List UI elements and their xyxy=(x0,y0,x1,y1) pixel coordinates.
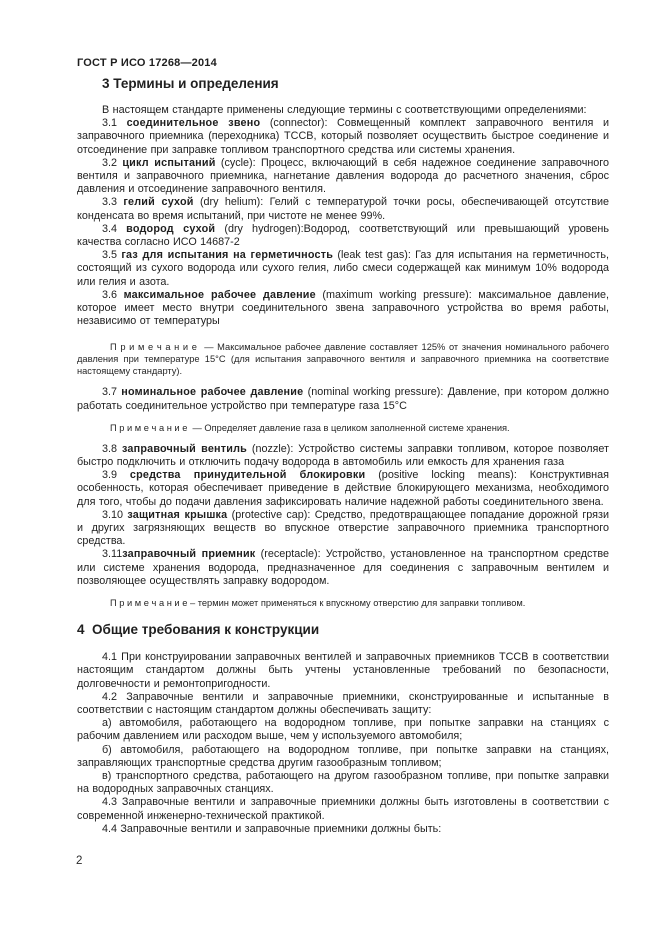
note-nominal-working-pressure: П р и м е ч а н и е — Определяет давление газа в целиком заполненной системе хранения. xyxy=(110,422,510,433)
term-nominal-working-pressure-paragraph: 3.7 номинальное рабочее давление (nominal working pressure): Давление, при котором должно работать соединительное устройство при температуре газа 15°С xyxy=(77,386,609,412)
clause-4-2-paragraph: 4.2 Заправочные вентили и заправочные приемники, сконструированные и испытанные в соответствии с настоящим стандартом должны обеспечивать защиту: xyxy=(77,690,609,716)
running-header: ГОСТ Р ИСО 17268—2014 xyxy=(77,57,217,69)
term-positive-locking-means-paragraph: 3.9 средства принудительной блокировки (positive locking means): Конструктивная особенность, которая обеспечивает приведение в действие блокирующего механизма, необходимого для того, чтобы до подачи давления зафиксировать наличие надежной работы соединительного звена. xyxy=(77,469,609,508)
term-leak-test-gas-paragraph: 3.5 газ для испытания на герметичность (leak test gas): Газ для испытания на герметичность, состоящий из сухого водорода или сухого гелия, либо смеси содержащей как минимум 10% водорода или гелия и азота. xyxy=(77,249,609,288)
term-connector-paragraph: 3.1 соединительное звено (connector): Совмещенный комплект заправочного вентиля и заправочного приемника (переходника) ТССВ, который позволяет осуществить быстрое соединение и отсоединение при заправке топливом транспортного средства или системы хранения. xyxy=(77,117,609,156)
section-4-heading: 4 Общие требования к конструкции xyxy=(77,622,320,638)
clause-4-4-paragraph: 4.4 Заправочные вентили и заправочные приемники должны быть: xyxy=(102,822,442,835)
terms-intro-paragraph: В настоящем стандарте применены следующие термины с соответствующими определениями: xyxy=(102,104,587,116)
term-dry-helium-paragraph: 3.3 гелий сухой (dry helium): Гелий с температурой точки росы, обеспечивающей отсутствие конденсата во время испытаний, при чистоте не менее 99%. xyxy=(77,196,609,222)
clause-4-2-item-v: в) транспортного средства, работающего на другом газообразном топливе, при попытке заправки на водородных заправочных станциях. xyxy=(77,769,609,796)
note-max-working-pressure: П р и м е ч а н и е — Максимальное рабочее давление составляет 125% от значения номинального рабочего давления при температуре 15°С (для испытания заправочного вентиля и заправочного приемника на соответствие настоящему стандарту). xyxy=(77,342,609,377)
clause-4-2-item-a: а) автомобиля, работающего на водородном топливе, при попытке заправки на станциях с рабочим давлением или расходом выше, чем у используемого автомобиля; xyxy=(77,717,609,743)
clause-4-3-paragraph: 4.3 Заправочные вентили и заправочные приемники должны быть изготовлены в соответствии с современной инженерно-технической практикой. xyxy=(77,796,609,822)
term-cycle-paragraph: 3.2 цикл испытаний (cycle): Процесс, включающий в себя надежное соединение заправочного вентиля и заправочного приемника, нагнетание давления водорода до расчетного значения, сброс давления и отсоединение заправочного вентиля. xyxy=(77,156,609,196)
section-3-heading: 3 Термины и определения xyxy=(102,76,279,91)
term-dry-hydrogen-paragraph: 3.4 водород сухой (dry hydrogen):Водород, соответствующий или превышающий уровень качества согласно ИСО 14687-2 xyxy=(77,222,609,249)
clause-4-2-item-b: б) автомобиля, работающего на водородном топливе, при попытке заправки на станциях, заправляющих транспортные средства другим газообразным топливом; xyxy=(77,743,609,769)
term-max-working-pressure-paragraph: 3.6 максимальное рабочее давление (maximum working pressure): максимальное давление, которое имеет место внутри соединительного звена заправочного устройства во время работы, независимо от температуры xyxy=(77,288,609,328)
term-receptacle-paragraph: 3.11заправочный приемник (receptacle): Устройство, установленное на транспортном средстве или системе хранения водорода, предназначенное для соединения с заправочным вентилем и позволяющее осуществлять заправку водородом. xyxy=(77,548,609,587)
page-number: 2 xyxy=(76,855,83,867)
note-receptacle: П р и м е ч а н и е – термин может применяться к впускному отверстию для заправки топливом. xyxy=(110,598,526,609)
clause-4-1-paragraph: 4.1 При конструировании заправочных вентилей и заправочных приемников ТССВ в соответствии настоящим стандартом должны быть учтены установленные требований по безопасности, долговечности и ремонтопригодности. xyxy=(77,651,609,690)
term-nozzle-paragraph: 3.8 заправочный вентиль (nozzle): Устройство системы заправки топливом, которое позволяет быстро подключить и отключить подачу водорода в автомобиль или емкость для хранения газа xyxy=(77,442,609,469)
term-protective-cap-paragraph: 3.10 защитная крышка (protective cap): Средство, предотвращающее попадание дорожной грязи и других загрязняющих веществ во впускное отверстие заправочного приемника транспортного средства. xyxy=(77,508,609,548)
